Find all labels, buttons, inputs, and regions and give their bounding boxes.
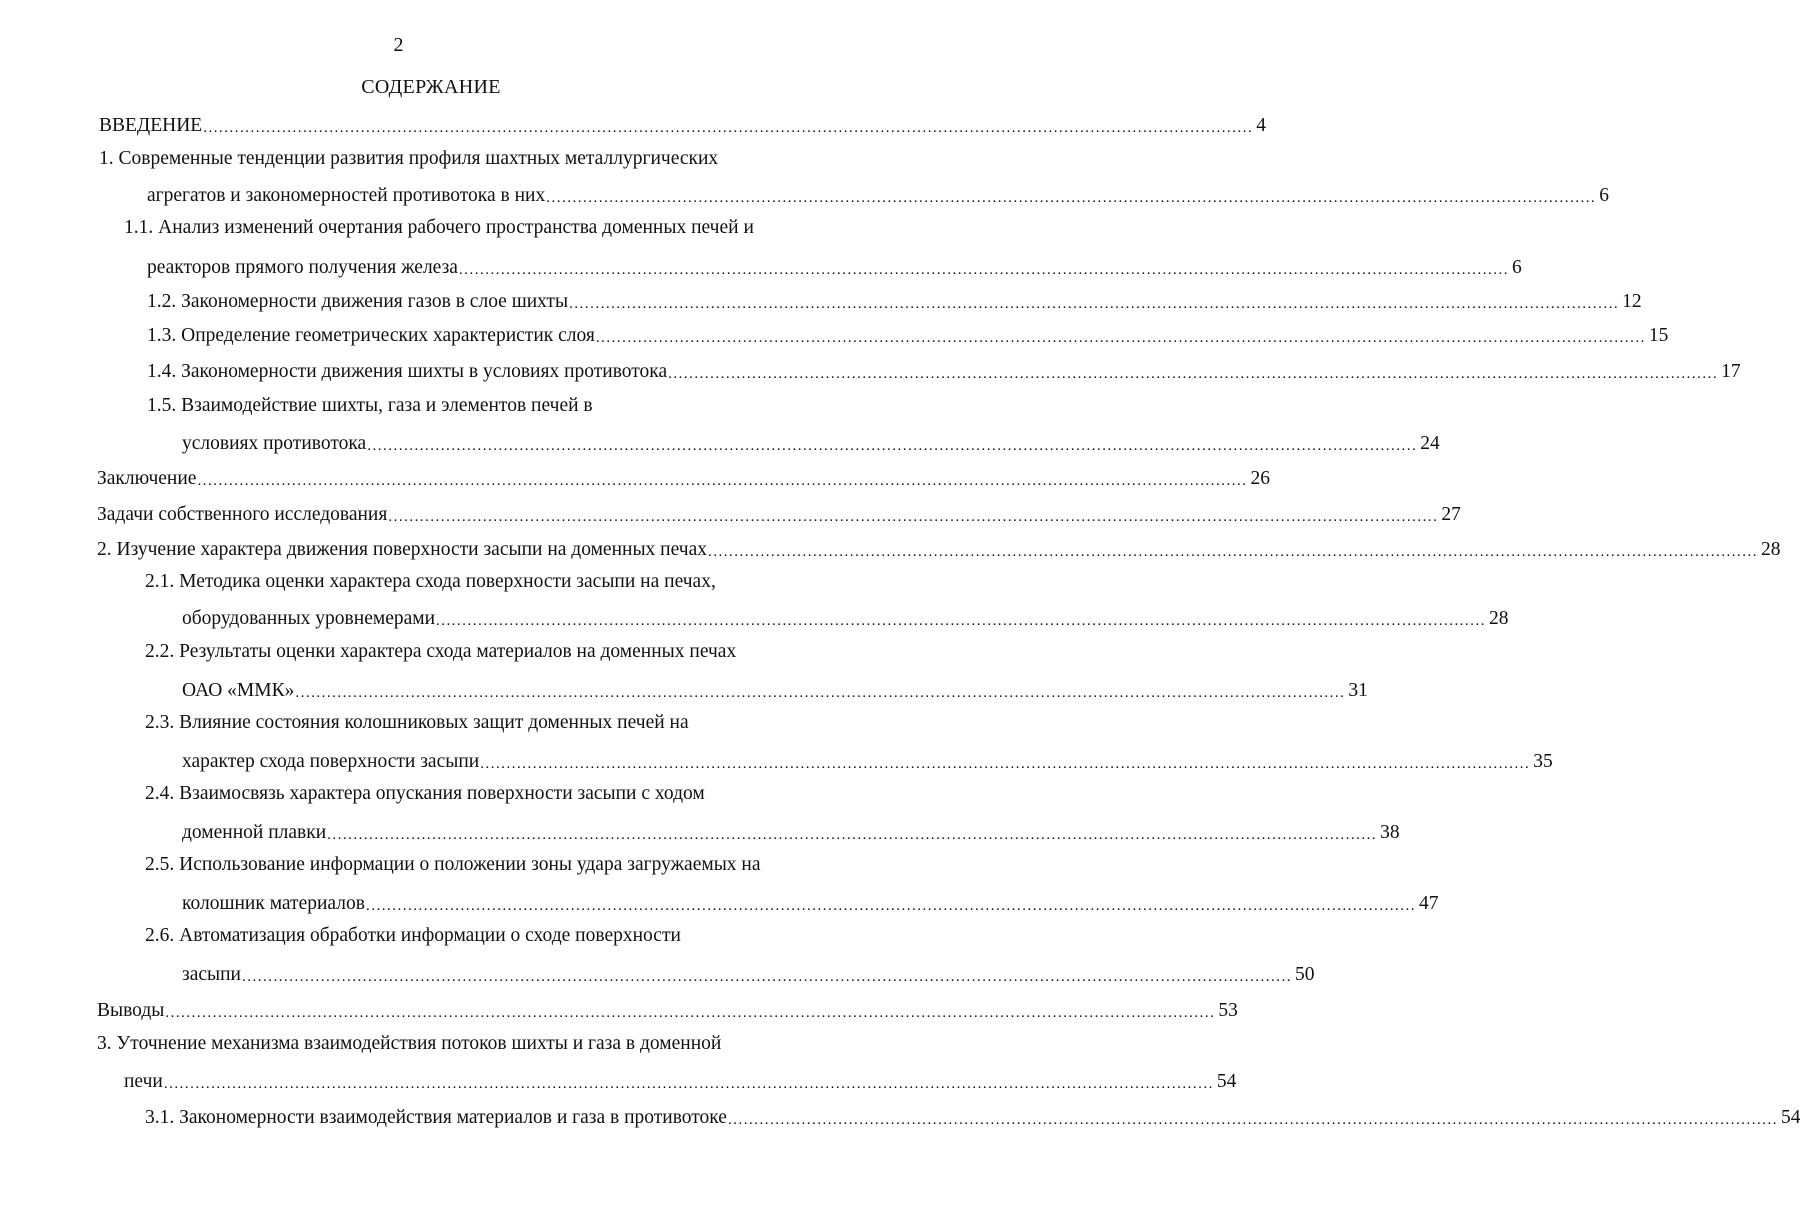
toc-entry-2-5-line1[interactable]: 2.5. Использование информации о положении зоны удара загружаемых на [145, 854, 761, 875]
toc-entry-ch1[interactable] [147, 180, 1609, 208]
toc-page-number: 28 [1489, 608, 1509, 629]
toc-page-number: 35 [1533, 751, 1553, 772]
toc-page-number: 15 [1648, 325, 1669, 346]
toc-entry-findings[interactable] [97, 995, 1238, 1023]
toc-entry-text: Выводы [97, 1000, 165, 1021]
toc-page-number: 31 [1348, 680, 1368, 701]
toc-entry-text: колошник материалов [182, 893, 365, 914]
toc-entry-2-2[interactable] [182, 675, 1368, 703]
toc-page-number: 54 [1780, 1107, 1800, 1128]
leader-dots: ........................................................................................................................................................................................................ [327, 827, 1378, 843]
leader-dots: ........................................................................................................................................................................................................ [569, 296, 1620, 312]
toc-entry-intro[interactable] [99, 110, 1266, 138]
toc-entry-2-1[interactable] [182, 603, 1509, 631]
toc-entry-2-2-line1[interactable]: 2.2. Результаты оценки характера схода материалов на доменных печах [145, 641, 737, 662]
toc-page-number: 38 [1380, 822, 1400, 843]
toc-page-number: 12 [1622, 291, 1642, 312]
toc-entry-text: засыпи [182, 964, 241, 985]
leader-dots: ........................................................................................................................................................................................................ [480, 756, 1531, 772]
leader-dots: ........................................................................................................................................................................................................ [203, 120, 1254, 136]
leader-dots: ........................................................................................................................................................................................................ [458, 262, 1509, 278]
toc-entry-text: Заключение [97, 468, 197, 489]
leader-dots: ........................................................................................................................................................................................................ [546, 190, 1597, 206]
toc-page-number: 53 [1218, 1000, 1238, 1021]
leader-dots: ........................................................................................................................................................................................................ [197, 473, 1248, 489]
toc-entry-ch1-line1[interactable]: 1. Современные тенденции развития профиля шахтных металлургических [99, 148, 719, 169]
leader-dots: ........................................................................................................................................................................................................ [242, 969, 1292, 985]
toc-entry-text: 1.4. Закономерности движения шихты в условиях противотока [147, 361, 668, 382]
toc-entry-1-5[interactable] [182, 428, 1440, 456]
toc-entry-1-2[interactable] [147, 286, 1642, 314]
toc-page-number: 4 [1256, 115, 1266, 136]
leader-dots: ........................................................................................................................................................................................................ [727, 1112, 1778, 1128]
toc-entry-2-4[interactable] [182, 817, 1400, 845]
toc-page-number: 26 [1250, 468, 1270, 489]
leader-dots: ........................................................................................................................................................................................................ [365, 898, 1416, 914]
toc-entry-text: 3.1. Закономерности взаимодействия материалов и газа в противотоке [145, 1107, 727, 1128]
page-title: СОДЕРЖАНИЕ [361, 76, 501, 98]
toc-entry-2-3[interactable] [182, 746, 1553, 774]
toc-entry-1-1-line1[interactable]: 1.1. Анализ изменений очертания рабочего пространства доменных печей и [124, 217, 754, 238]
toc-entry-text: характер схода поверхности засыпи [182, 751, 480, 772]
toc-page-number: 50 [1295, 964, 1315, 985]
toc-entry-1-5-line1[interactable]: 1.5. Взаимодействие шихты, газа и элементов печей в [147, 395, 593, 416]
toc-entry-text: реакторов прямого получения железа [147, 257, 458, 278]
toc-entry-text: ВВЕДЕНИЕ [99, 115, 203, 136]
leader-dots: ........................................................................................................................................................................................................ [668, 366, 1719, 382]
toc-page-number: 6 [1599, 185, 1609, 206]
leader-dots: ........................................................................................................................................................................................................ [295, 685, 1346, 701]
toc-entry-text: печи [124, 1071, 163, 1092]
toc-entry-text: оборудованных уровнемерами [182, 608, 436, 629]
leader-dots: ........................................................................................................................................................................................................ [367, 438, 1418, 454]
toc-page-number: 24 [1420, 433, 1440, 454]
toc-page-number: 17 [1721, 361, 1741, 382]
toc-entry-tasks[interactable] [97, 499, 1461, 527]
toc-entry-text: ОАО «ММК» [182, 680, 295, 701]
leader-dots: ........................................................................................................................................................................................................ [165, 1005, 1216, 1021]
toc-entry-3-1[interactable] [145, 1102, 1800, 1130]
toc-entry-1-4[interactable] [147, 356, 1741, 384]
toc-page-number: 27 [1441, 504, 1461, 525]
toc-entry-2-4-line1[interactable]: 2.4. Взаимосвязь характера опускания поверхности засыпи с ходом [145, 783, 705, 804]
toc-page-number: 47 [1418, 893, 1439, 914]
toc-entry-text: 2. Изучение характера движения поверхности засыпи на доменных печах [97, 539, 707, 560]
leader-dots: ........................................................................................................................................................................................................ [163, 1076, 1214, 1092]
toc-entry-2-5[interactable] [182, 888, 1439, 916]
toc-entry-text: условиях противотока [182, 433, 367, 454]
toc-entry-text: 1.3. Определение геометрических характеристик слоя [147, 325, 595, 346]
toc-entry-1-1[interactable] [147, 252, 1522, 280]
toc-entry-2-6[interactable] [182, 959, 1315, 987]
page-number: 2 [393, 34, 404, 56]
leader-dots: ........................................................................................................................................................................................................ [708, 544, 1758, 560]
leader-dots: ........................................................................................................................................................................................................ [388, 509, 1439, 525]
toc-entry-ch2[interactable] [97, 534, 1781, 562]
toc-entry-text: доменной плавки [182, 822, 327, 843]
toc-page-number: 6 [1511, 257, 1522, 278]
toc-entry-1-3[interactable] [147, 320, 1669, 348]
toc-entry-2-1-line1[interactable]: 2.1. Методика оценки характера схода поверхности засыпи на печах, [145, 571, 716, 592]
toc-entry-text: Задачи собственного исследования [97, 504, 388, 525]
leader-dots: ........................................................................................................................................................................................................ [595, 330, 1646, 346]
toc-entry-ch3[interactable] [124, 1066, 1237, 1094]
toc-entry-2-3-line1[interactable]: 2.3. Влияние состояния колошниковых защит доменных печей на [145, 712, 689, 733]
toc-entry-conclusion[interactable] [97, 463, 1270, 491]
toc-entry-2-6-line1[interactable]: 2.6. Автоматизация обработки информации о сходе поверхности [145, 925, 681, 946]
leader-dots: ........................................................................................................................................................................................................ [436, 613, 1487, 629]
toc-entry-ch3-line1[interactable]: 3. Уточнение механизма взаимодействия потоков шихты и газа в доменной [97, 1033, 722, 1054]
toc-page-number: 28 [1761, 539, 1781, 560]
toc-entry-text: агрегатов и закономерностей противотока в них [147, 185, 546, 206]
toc-page-number: 54 [1216, 1071, 1237, 1092]
toc-entry-text: 1.2. Закономерности движения газов в слое шихты [147, 291, 569, 312]
